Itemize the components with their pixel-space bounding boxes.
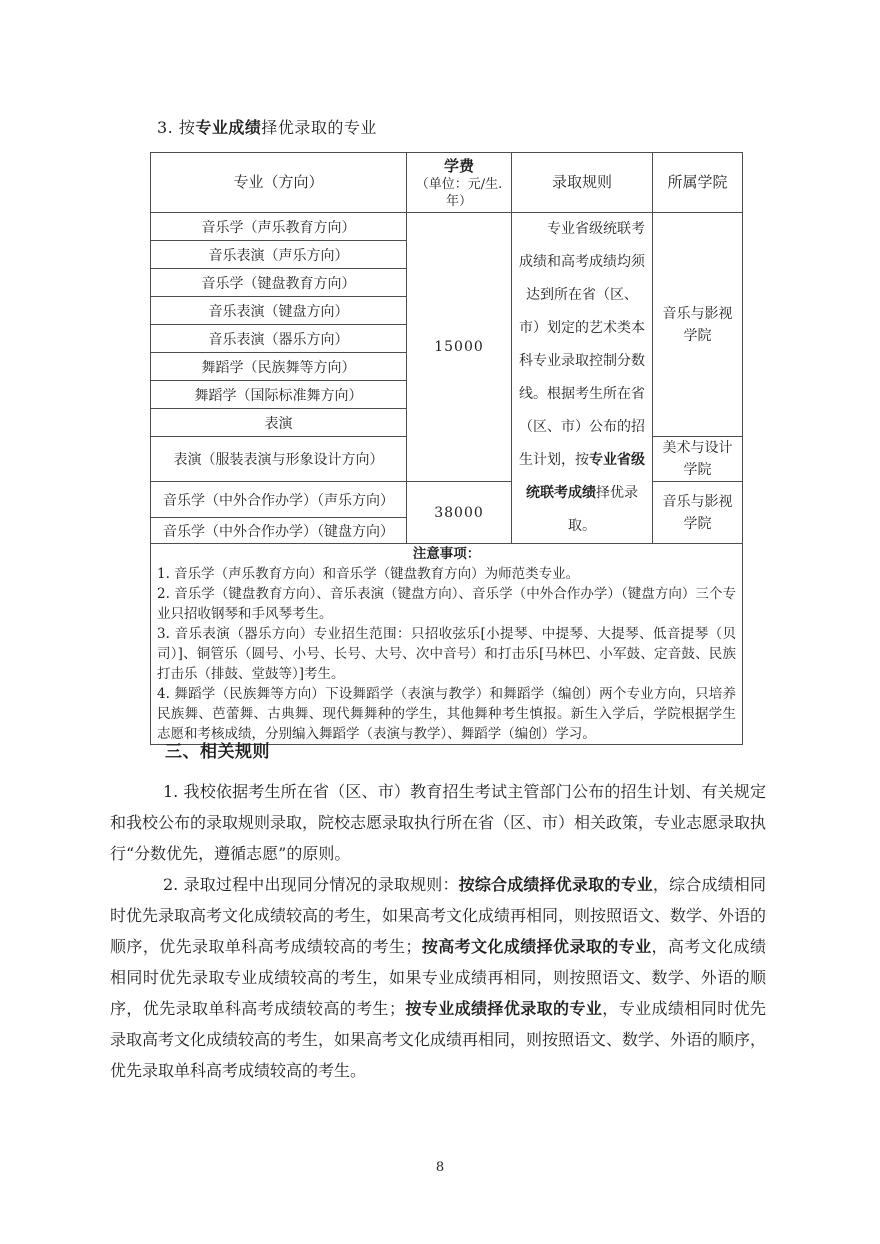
- majors-admission-table: [150, 152, 743, 745]
- college-cell: [653, 213, 743, 437]
- major-cell: 音乐学（中外合作办学）（声乐方向）: [151, 482, 407, 518]
- major-cell: 表演（服装表演与形象设计方向）: [151, 437, 407, 482]
- rule-type-bold-phrase: 按专业成绩择优录取的专业: [404, 999, 603, 1018]
- admission-rule-cell: [512, 213, 653, 544]
- major-cell: 表演: [151, 409, 407, 437]
- note-item: 3. 音乐表演（器乐方向）专业招生范围：只招收弦乐[小提琴、中提琴、大提琴、低音提琴（贝司）]、铜管乐（圆号、小号、长号、大号、次中音号）和打击乐[马林巴、小军鼓、定音鼓、民族打击乐（排鼓、堂鼓等）]考生。: [157, 626, 736, 682]
- rules-paragraph-1: 1. 我校依据考生所在省（区、市）教育招生考试主管部门公布的招生计划、有关规定和我校公布的录取规则录取，院校志愿录取执行所在省（区、市）相关政策，专业志愿录取执行“分数优先，遵循志愿”的原则。: [110, 782, 767, 863]
- fee-header-title: 学费: [443, 157, 474, 175]
- note-item: 2. 音乐学（键盘教育方向）、音乐表演（键盘方向）、音乐学（中外合作办学）（键盘方向）三个专业只招收钢琴和手风琴考生。: [157, 586, 736, 622]
- note-item: 4. 舞蹈学（民族舞等方向）下设舞蹈学（表演与教学）和舞蹈学（编创）两个专业方向，只培养民族舞、芭蕾舞、古典舞、现代舞舞种的学生，其他舞种考生慎报。新生入学后，学院根据学生志愿和考核成绩，分别编入舞蹈学（表演与教学）、舞蹈学（编创）学习。: [157, 686, 736, 742]
- major-cell: 音乐表演（键盘方向）: [151, 297, 407, 325]
- rules-paragraph-2: [110, 869, 766, 1086]
- rule-type-bold-phrase: 按高考文化成绩择优录取的专业: [421, 937, 652, 956]
- col-header-major: 专业（方向）: [151, 153, 407, 213]
- section-heading-related-rules: 三、相关规则: [165, 742, 270, 762]
- college-name-line: 音乐与影视: [662, 305, 733, 322]
- section-3-heading: [157, 116, 377, 140]
- tuition-fee-cell: 15000: [407, 213, 512, 482]
- college-name-line: 音乐与影视: [662, 493, 733, 510]
- col-header-college: 所属学院: [653, 153, 743, 213]
- col-header-rule: 录取规则: [512, 153, 653, 213]
- major-cell: 音乐表演（器乐方向）: [151, 325, 407, 353]
- fee-header-unit-line1: （单位：元/生.: [415, 177, 503, 192]
- table-row: [151, 482, 743, 518]
- heading-text-suffix: 择优录取的专业: [261, 118, 377, 137]
- table-row: [151, 213, 743, 241]
- major-cell: 舞蹈学（民族舞等方向）: [151, 353, 407, 381]
- tuition-fee-cell: 38000: [407, 482, 512, 544]
- major-cell: 音乐学（中外合作办学）（键盘方向）: [151, 518, 407, 544]
- college-cell: [653, 482, 743, 544]
- paragraph-text: 2. 录取过程中出现同分情况的录取规则：: [163, 875, 459, 894]
- college-cell: [653, 437, 743, 482]
- note-item: 1. 音乐学（声乐教育方向）和音乐学（键盘教育方向）为师范类专业。: [157, 566, 580, 582]
- college-name-line: 美术与设计: [662, 440, 733, 456]
- table-header-row: [151, 153, 743, 213]
- rule-text-pre: 专业省级统联考成绩和高考成绩均须达到所在省（区、市）划定的艺术类本科专业录取控制分数线。根据考生所在省（区、市）公布的招生计划，按: [519, 221, 645, 468]
- rule-text-bold: 专业省级统联考成绩: [526, 452, 645, 501]
- col-header-fee: [407, 153, 512, 213]
- college-name-line: 学院: [683, 327, 712, 344]
- major-cell: 音乐学（键盘教育方向）: [151, 269, 407, 297]
- major-cell: 音乐学（声乐教育方向）: [151, 213, 407, 241]
- notes-row: [151, 544, 743, 745]
- rule-type-bold-phrase: 按综合成绩择优录取的专业: [458, 875, 653, 894]
- major-cell: 舞蹈学（国际标准舞方向）: [151, 381, 407, 409]
- rule-text-post: 择优录取。: [568, 485, 638, 534]
- paragraph-text: ，高考文化成绩相同时优先录取专业成绩较高的考生，如果专业成绩再相同，则按照语文、数学、外语的顺序，优先录取单科高考成绩较高的考生；: [110, 937, 766, 1018]
- notes-cell: [151, 544, 743, 745]
- heading-text-bold: 专业成绩: [195, 118, 262, 137]
- fee-header-unit-line2: 年）: [445, 194, 472, 209]
- heading-text-prefix: 3. 按: [157, 118, 196, 137]
- college-name-line: 学院: [683, 515, 712, 532]
- notes-title: 注意事项：: [412, 546, 481, 562]
- college-name-line: 学院: [683, 462, 712, 478]
- page-number: 8: [435, 1160, 445, 1175]
- related-rules-section: [110, 742, 766, 1086]
- paragraph-text: ，综合成绩相同时优先录取高考文化成绩较高的考生，如果高考文化成绩再相同，则按照语文、数学、外语的顺序，优先录取单科高考成绩较高的考生；: [110, 875, 767, 956]
- paragraph-text: ，专业成绩相同时优先录取高考文化成绩较高的考生，如果高考文化成绩再相同，则按照语文、数学、外语的顺序，优先录取单科高考成绩较高的考生。: [110, 999, 767, 1080]
- major-cell: 音乐表演（声乐方向）: [151, 241, 407, 269]
